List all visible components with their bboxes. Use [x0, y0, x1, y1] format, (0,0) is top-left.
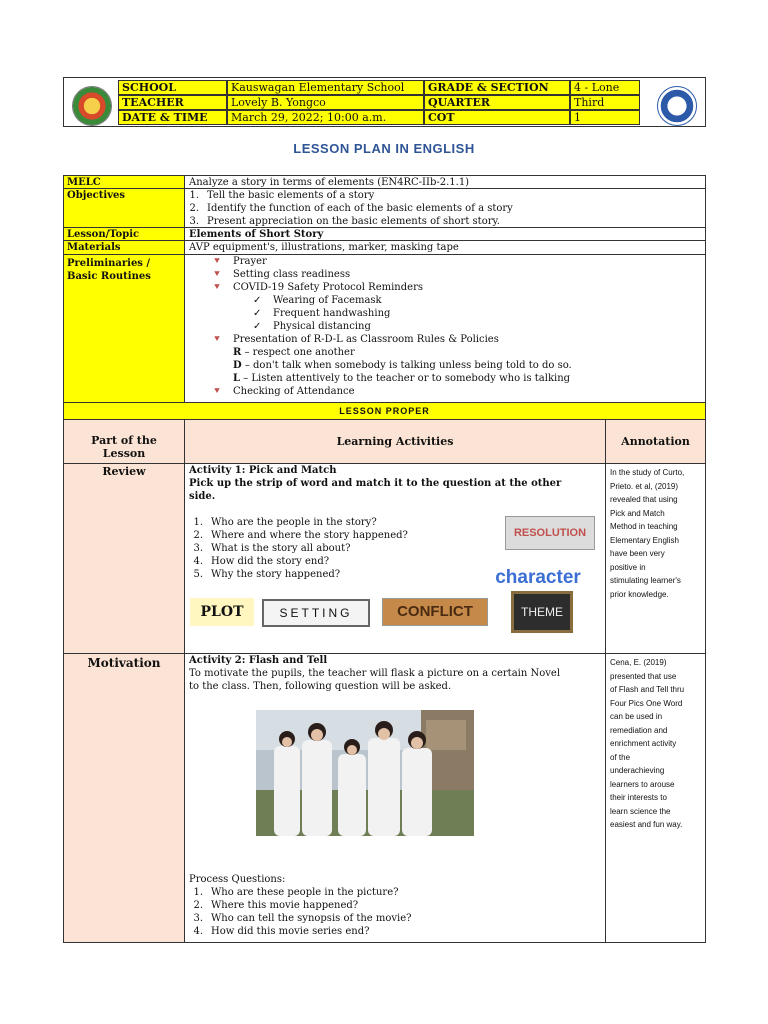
col-annotation-header: Annotation: [605, 419, 706, 464]
review-annotation: In the study of Curto, Prieto. et al, (2019) revealed that using Pick and Match Method in teaching Elementary English have been very positive in stimulating learner's prior knowledge.: [605, 463, 706, 654]
list-item: 5. Why the story happened?: [193, 569, 341, 580]
activity-1-title: Activity 1: Pick and Match: [189, 465, 337, 476]
list-item: 2. Where this movie happened?: [193, 900, 359, 911]
list-item: 3. Who can tell the synopsis of the movie?: [193, 913, 412, 924]
checkmark-icon: ✓: [253, 295, 262, 306]
school-logo-icon: [72, 86, 112, 126]
objective-item: 1. Tell the basic elements of a story: [189, 190, 375, 201]
header-table: [63, 77, 706, 127]
school-label: SCHOOL: [118, 80, 227, 95]
motivation-annotation: Cena, E. (2019) presented that use of Flash and Tell thru Four Pics One Word can be used in remediation and enrichment activity of the underachieving learners to arouse their interests to learn science the easiest and fun way.: [605, 653, 706, 943]
teacher-label: TEACHER: [118, 95, 227, 110]
checkmark-icon: ✓: [253, 308, 262, 319]
grade-value: 4 - Lone: [570, 80, 640, 95]
header-row-school: [118, 80, 648, 95]
quarter-value: Third: [570, 95, 640, 110]
card-conflict[interactable]: CONFLICT: [382, 598, 488, 626]
lesson-proper-bar: LESSON PROPER: [63, 402, 706, 420]
arrow-bullet-icon: ⯆: [213, 256, 221, 267]
header-row-teacher: [118, 95, 648, 110]
date-value: March 29, 2022; 10:00 a.m.: [227, 110, 424, 125]
review-part: Review: [63, 463, 185, 654]
motivation-activity: Activity 2: Flash and Tell To motivate the pupils, the teacher will flask a picture on a certain Novel to the class. Then, following question will be asked. Process Questions: 1. Who are these people in the picture? 2. Where this movie happened? 3. Who can tell the synopsis of the movie? 4. How did this movie series end?: [184, 653, 606, 943]
grade-label: GRADE & SECTION: [424, 80, 570, 95]
process-questions: Process Questions: 1. Who are these people in the picture? 2. Where this movie happened? 3. Who can tell the synopsis of the movie? 4. How did this movie series end?: [189, 874, 412, 937]
page-title: LESSON PLAN IN ENGLISH: [293, 141, 475, 156]
arrow-bullet-icon: ⯆: [213, 334, 221, 345]
cot-value: 1: [570, 110, 640, 125]
card-resolution[interactable]: RESOLUTION: [505, 516, 595, 550]
card-plot[interactable]: PLOT: [190, 598, 254, 626]
quarter-label: QUARTER: [424, 95, 570, 110]
card-setting[interactable]: SETTING: [262, 599, 370, 627]
date-label: DATE & TIME: [118, 110, 227, 125]
arrow-bullet-icon: ⯆: [213, 282, 221, 293]
review-activity: Activity 1: Pick and Match Pick up the strip of word and match it to the question at the other side. 1. Who are the people in the story? 2. Where and where the story happened? 3. What is the story all about? 4. How did the story end? 5. Why the story happened? RESOLUTION character PLOT SETTING CONFLICT THEME: [184, 463, 606, 654]
list-item: 4. How did the story end?: [193, 556, 330, 567]
card-character[interactable]: character: [495, 567, 581, 588]
arrow-bullet-icon: ⯆: [213, 386, 221, 397]
objective-item: 3. Present appreciation on the basic elements of short story.: [189, 216, 500, 227]
list-item: 1. Who are these people in the picture?: [193, 887, 399, 898]
list-item: 2. Where and where the story happened?: [193, 530, 408, 541]
teacher-value: Lovely B. Yongco: [227, 95, 424, 110]
materials-value: AVP equipment's, illustrations, marker, masking tape: [184, 240, 706, 255]
topic-label: Lesson/Topic: [63, 227, 185, 241]
col-activities-header: Learning Activities: [184, 419, 606, 464]
deped-seal-icon: [657, 86, 697, 126]
objectives-list: [184, 188, 706, 228]
melc-value: Analyze a story in terms of elements (EN4RC-IIb-2.1.1): [184, 175, 706, 189]
melc-label: MELC: [63, 175, 185, 189]
objective-item: 2. Identify the function of each of the basic elements of a story: [189, 203, 513, 214]
materials-label: Materials: [63, 240, 185, 255]
card-theme[interactable]: THEME: [511, 591, 573, 633]
school-value: Kauswagan Elementary School: [227, 80, 424, 95]
movie-cast-photo: [256, 710, 474, 836]
preliminaries-label: Preliminaries / Basic Routines: [63, 254, 185, 403]
activity-2-title: Activity 2: Flash and Tell: [189, 655, 328, 666]
preliminaries-content: ⯆ Prayer ⯆ Setting class readiness ⯆ COVID-19 Safety Protocol Reminders ✓ Wearing of Facemask ✓ Frequent handwashing ✓ Physical distancing ⯆ Presentation of R-D-L as Classroom Rules & Policies R – respect one another D – don't talk when somebody is talking unless being told to do so. L – Listen attentively to the teacher or to somebody who is talking ⯆ Checking of Attendance: [184, 254, 706, 403]
col-part-header: Part of the Lesson: [63, 419, 185, 464]
motivation-part: Motivation: [63, 653, 185, 943]
list-item: 4. How did this movie series end?: [193, 926, 370, 937]
header-row-date: [118, 110, 648, 125]
list-item: 1. Who are the people in the story?: [193, 517, 377, 528]
topic-value: Elements of Short Story: [184, 227, 706, 241]
objectives-label: Objectives: [63, 188, 185, 228]
checkmark-icon: ✓: [253, 321, 262, 332]
cot-label: COT: [424, 110, 570, 125]
arrow-bullet-icon: ⯆: [213, 269, 221, 280]
list-item: 3. What is the story all about?: [193, 543, 351, 554]
